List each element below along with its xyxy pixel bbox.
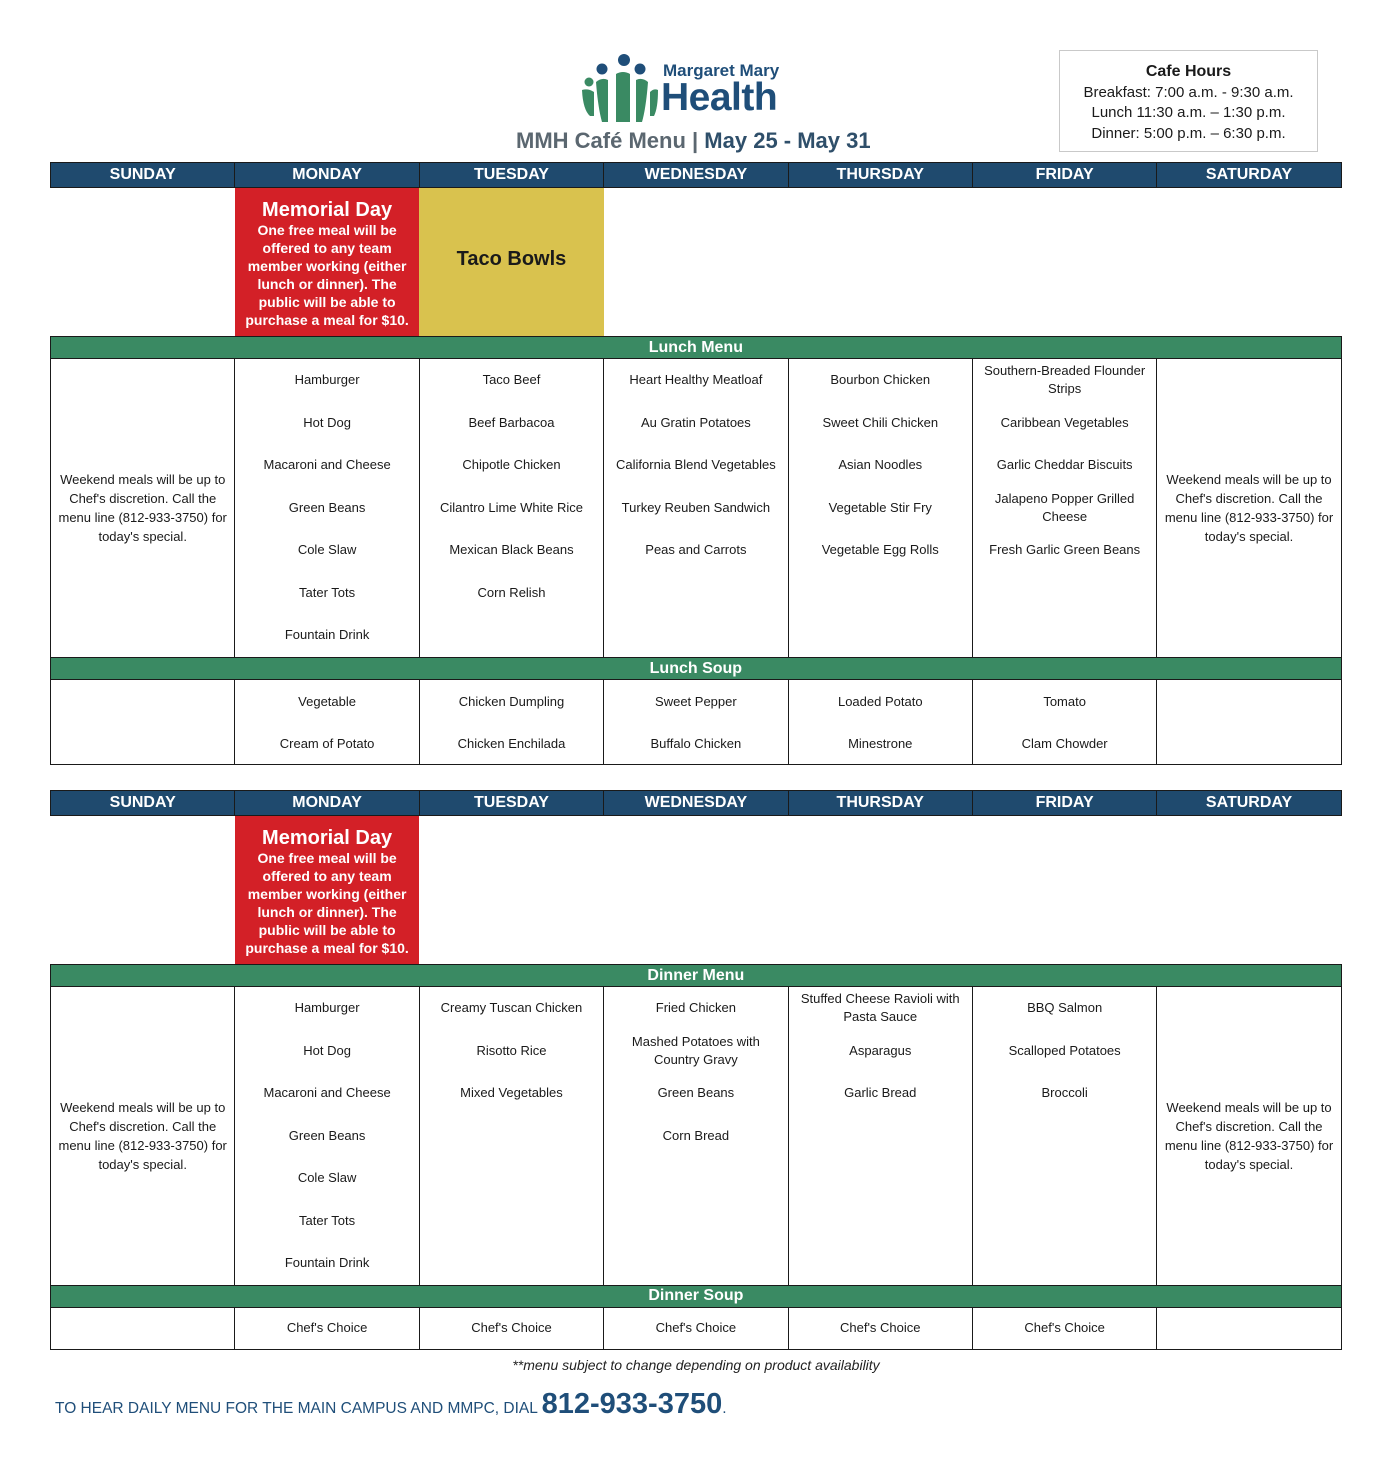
day-header-friday: FRIDAY: [972, 163, 1156, 188]
menu-item: Asparagus: [849, 1042, 912, 1058]
menu-title-text: MMH Café Menu: [516, 128, 686, 153]
section-header-row: [51, 965, 1342, 987]
dinner-soup-header: Dinner Soup: [51, 1285, 1342, 1307]
day-header-monday: MONDAY: [235, 791, 419, 816]
memorial-day-banner: [235, 188, 419, 336]
memorial-day-cell: [235, 188, 419, 337]
menu-item: Green Beans: [288, 499, 366, 515]
menu-item: Mexican Black Beans: [449, 542, 574, 558]
menu-item: Hot Dog: [303, 414, 351, 430]
memorial-day-cell: [235, 816, 419, 965]
lunch-items-row: [51, 359, 1342, 658]
menu-item: Turkey Reuben Sandwich: [621, 499, 771, 515]
menu-item: Mixed Vegetables: [460, 1085, 563, 1101]
menu-item: Hot Dog: [303, 1042, 351, 1058]
soup-empty: [1157, 1307, 1341, 1349]
menu-phone-number: 812-933-3750: [541, 1388, 723, 1420]
soup-item: Chicken Enchilada: [457, 735, 566, 751]
memorial-day-text: One free meal will be offered to any team member working (either lunch or dinner). The public will be able to purchase a meal for $10.: [245, 850, 409, 956]
taco-bowls-banner: Taco Bowls: [419, 188, 603, 336]
saturday-weekend-note: Weekend meals will be up to Chef's discretion. Call the menu line (812-933-3750) for today's special.: [1157, 987, 1341, 1286]
soup-item: Loaded Potato: [837, 693, 923, 709]
day-header-wednesday: WEDNESDAY: [604, 163, 788, 188]
lunch-soup-friday: [972, 680, 1156, 765]
menu-item: Risotto Rice: [476, 1042, 547, 1058]
menu-item: Tater Tots: [299, 584, 356, 600]
menu-item: Hamburger: [294, 372, 360, 388]
soup-item: Chef's Choice: [839, 1320, 921, 1335]
day-header-saturday: SATURDAY: [1157, 163, 1341, 188]
lunch-monday: [235, 359, 419, 658]
feature-row: [51, 188, 1342, 337]
memorial-day-text: One free meal will be offered to any team member working (either lunch or dinner). The public will be able to purchase a meal for $10.: [245, 222, 409, 328]
lunch-menu-header: Lunch Menu: [51, 337, 1342, 359]
menu-item: Vegetable Egg Rolls: [821, 542, 939, 558]
logo-text-big: Health: [661, 76, 778, 119]
day-header-wednesday: WEDNESDAY: [604, 791, 788, 816]
soup-item: Chef's Choice: [1024, 1320, 1105, 1335]
disclaimer: **menu subject to change depending on product availability: [512, 1357, 880, 1373]
menu-item: Hamburger: [294, 1000, 360, 1016]
menu-item: Macaroni and Cheese: [263, 1085, 391, 1101]
memorial-day-banner: [235, 816, 419, 964]
dinner-tuesday: [419, 987, 603, 1286]
menu-item: Jalapeno Popper Grilled Cheese: [994, 490, 1135, 524]
dial-period: .: [722, 1400, 727, 1417]
logo-text-small: Margaret Mary: [663, 61, 780, 80]
breakfast-hours: Breakfast: 7:00 a.m. - 9:30 a.m.: [1083, 83, 1294, 101]
soup-item: Tomato: [1043, 693, 1086, 709]
soup-item: Cream of Potato: [279, 735, 375, 751]
dinner-wednesday: [604, 987, 788, 1286]
soup-empty: [51, 680, 235, 765]
dinner-soup-monday: [235, 1307, 419, 1349]
soup-item: Chef's Choice: [655, 1320, 737, 1335]
feature-empty: [788, 188, 972, 337]
menu-item: Peas and Carrots: [645, 542, 747, 558]
lunch-soup-header: Lunch Soup: [51, 658, 1342, 680]
menu-item: Sweet Chili Chicken: [822, 414, 939, 430]
lunch-soup-monday: [235, 680, 419, 765]
menu-item: Green Beans: [657, 1085, 735, 1101]
soup-empty: [1157, 680, 1341, 765]
day-header-friday: FRIDAY: [972, 791, 1156, 816]
dial-footer: [55, 1388, 727, 1421]
section-header-row: [51, 337, 1342, 359]
soup-item: Chef's Choice: [471, 1320, 552, 1335]
dinner-friday: [972, 987, 1156, 1286]
soup-item: Minestrone: [848, 735, 913, 751]
sunday-weekend-note: Weekend meals will be up to Chef's discretion. Call the menu line (812-933-3750) for today's special.: [51, 987, 235, 1286]
dinner-hours: Dinner: 5:00 p.m. – 6:30 p.m.: [1091, 124, 1286, 142]
day-header-thursday: THURSDAY: [788, 163, 972, 188]
menu-item: Au Gratin Potatoes: [640, 414, 751, 430]
dinner-soup-tuesday: [419, 1307, 603, 1349]
cafe-hours-box: [1059, 50, 1318, 152]
menu-item: Tater Tots: [299, 1212, 356, 1228]
lunch-hours: Lunch 11:30 a.m. – 1:30 p.m.: [1091, 104, 1286, 121]
dinner-soup-row: [51, 1307, 1342, 1349]
section-header-row: [51, 1285, 1342, 1307]
day-header-saturday: SATURDAY: [1157, 791, 1341, 816]
feature-empty: [51, 816, 235, 965]
dinner-thursday: [788, 987, 972, 1286]
menu-item: Cole Slaw: [297, 542, 357, 558]
menu-item: Garlic Cheddar Biscuits: [996, 457, 1133, 473]
menu-item: Cilantro Lime White Rice: [439, 499, 583, 515]
day-header-tuesday: TUESDAY: [419, 791, 603, 816]
day-header-monday: MONDAY: [235, 163, 419, 188]
memorial-day-title: Memorial Day: [262, 199, 393, 221]
menu-item: Beef Barbacoa: [468, 414, 555, 430]
lunch-soup-tuesday: [419, 680, 603, 765]
menu-item: Macaroni and Cheese: [263, 457, 391, 473]
menu-item: Vegetable Stir Fry: [828, 499, 932, 515]
day-header-sunday: SUNDAY: [51, 163, 235, 188]
soup-empty: [51, 1307, 235, 1349]
soup-item: Chef's Choice: [286, 1320, 368, 1335]
menu-item: Broccoli: [1041, 1085, 1088, 1101]
menu-item: California Blend Vegetables: [616, 457, 776, 473]
dinner-soup-friday: [972, 1307, 1156, 1349]
day-header-row: [51, 791, 1342, 816]
feature-row: [51, 816, 1342, 965]
dinner-menu-header: Dinner Menu: [51, 965, 1342, 987]
day-header-tuesday: TUESDAY: [419, 163, 603, 188]
day-header-sunday: SUNDAY: [51, 791, 235, 816]
feature-empty: [51, 188, 235, 337]
menu-item: Creamy Tuscan Chicken: [440, 1000, 583, 1016]
dial-text: TO HEAR DAILY MENU FOR THE MAIN CAMPUS AND MMPC, DIAL: [55, 1400, 538, 1417]
soup-item: Buffalo Chicken: [650, 735, 742, 751]
lunch-menu-table: [50, 162, 1342, 765]
menu-item: Southern-Breaded Flounder Strips: [984, 363, 1146, 397]
feature-empty: [604, 816, 788, 965]
feature-empty: [1157, 816, 1341, 965]
sunday-weekend-note: Weekend meals will be up to Chef's discretion. Call the menu line (812-933-3750) for today's special.: [51, 359, 235, 658]
dinner-soup-thursday: [788, 1307, 972, 1349]
lunch-thursday: [788, 359, 972, 658]
menu-item: Cole Slaw: [297, 1170, 357, 1186]
menu-item: Heart Healthy Meatloaf: [629, 372, 763, 388]
menu-item: Corn Relish: [477, 584, 546, 600]
menu-item: Fried Chicken: [655, 1000, 736, 1016]
feature-empty: [419, 816, 603, 965]
taco-bowls-cell: [419, 188, 603, 337]
dinner-menu-table: [50, 790, 1342, 1350]
menu-item: Chipotle Chicken: [462, 457, 561, 473]
soup-item: Vegetable: [298, 693, 356, 709]
lunch-soup-wednesday: [604, 680, 788, 765]
menu-item: Scalloped Potatoes: [1008, 1042, 1121, 1058]
people-logo-icon: [580, 52, 658, 124]
dinner-monday: [235, 987, 419, 1286]
title-separator: |: [692, 128, 699, 153]
saturday-weekend-note: Weekend meals will be up to Chef's discretion. Call the menu line (812-933-3750) for today's special.: [1157, 359, 1341, 658]
menu-item: Stuffed Cheese Ravioli with Pasta Sauce: [800, 991, 960, 1025]
cafe-hours-title: Cafe Hours: [1145, 63, 1232, 80]
lunch-soup-thursday: [788, 680, 972, 765]
day-header-row: [51, 163, 1342, 188]
menu-item: Asian Noodles: [838, 457, 923, 473]
menu-item: Fountain Drink: [284, 1255, 370, 1271]
menu-item: BBQ Salmon: [1027, 1000, 1103, 1016]
soup-item: Sweet Pepper: [655, 693, 737, 709]
menu-item: Garlic Bread: [844, 1085, 917, 1101]
section-header-row: [51, 658, 1342, 680]
menu-item: Caribbean Vegetables: [1000, 414, 1129, 430]
feature-empty: [972, 188, 1156, 337]
feature-empty: [972, 816, 1156, 965]
lunch-friday: [972, 359, 1156, 658]
logo: [580, 52, 800, 124]
dinner-soup-wednesday: [604, 1307, 788, 1349]
menu-item: Taco Beef: [482, 372, 541, 388]
feature-empty: [604, 188, 788, 337]
soup-item: Clam Chowder: [1021, 735, 1108, 751]
memorial-day-title: Memorial Day: [262, 827, 393, 849]
menu-item: Corn Bread: [662, 1127, 730, 1143]
menu-item: Green Beans: [288, 1127, 366, 1143]
feature-empty: [788, 816, 972, 965]
lunch-tuesday: [419, 359, 603, 658]
dinner-items-row: [51, 987, 1342, 1286]
lunch-soup-row: [51, 680, 1342, 765]
soup-item: Chicken Dumpling: [458, 693, 565, 709]
page-title: [516, 128, 871, 154]
feature-empty: [1157, 188, 1341, 337]
menu-item: Bourbon Chicken: [830, 372, 931, 388]
menu-item: Fountain Drink: [284, 627, 370, 643]
menu-item: Fresh Garlic Green Beans: [989, 542, 1141, 558]
lunch-wednesday: [604, 359, 788, 658]
date-range: May 25 - May 31: [704, 128, 871, 153]
day-header-thursday: THURSDAY: [788, 791, 972, 816]
menu-item: Mashed Potatoes with Country Gravy: [631, 1033, 760, 1067]
